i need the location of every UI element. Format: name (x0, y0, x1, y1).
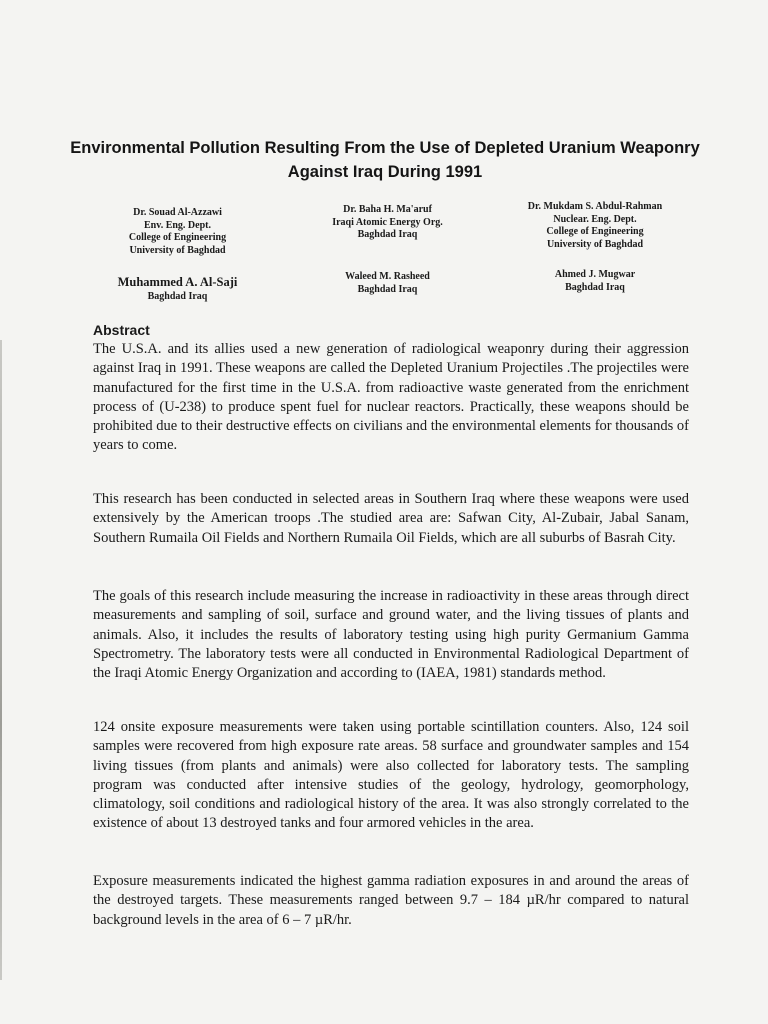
author-name: Dr. Baha H. Ma'aruf (343, 204, 432, 215)
author-block-5 (300, 270, 475, 296)
author-name: Muhammed A. Al-Saji (117, 275, 238, 289)
abstract-paragraph-2: This research has been conducted in selected areas in Southern Iraq where these weapons were used extensively by the American troops .The studied area are: Safwan City, Al-Zubair, Jabal Sanam, Southern Rumaila Oil Fields and Northern Rumaila Oil Fields, which are all suburbs of Basrah City. (93, 491, 689, 546)
author-org: Iraqi Atomic Energy Org. (332, 216, 443, 228)
author-block-4 (100, 274, 255, 303)
paper-title: Environmental Pollution Resulting From the Use of Depleted Uranium Weaponry Against Iraq During 1991 (70, 139, 700, 181)
abstract-heading: Abstract (93, 322, 150, 338)
author-block-6 (505, 268, 685, 294)
author-university: University of Baghdad (129, 244, 226, 256)
scan-edge-shadow (0, 340, 2, 980)
abstract-paragraph-3: The goals of this research include measuring the increase in radioactivity in these areas through direct measurements and sampling of soil, surface and ground water, and the living tissues of plants and animals. Also, it includes the results of laboratory testing using high purity Germanium Gamma Spectrometry. The laboratory tests were all conducted in Environmental Radiological Department of the Iraqi Atomic Energy Organization and according to (IAEA, 1981) standards method. (93, 588, 689, 682)
author-name: Dr. Souad Al-Azzawi (133, 207, 222, 218)
abstract-paragraph-5: Exposure measurements indicated the highest gamma radiation exposures in and around the areas of the destroyed targets. These measurements ranged between 9.7 – 184 µR/hr compared to natural background levels in the area of 6 – 7 µR/hr. (93, 873, 689, 928)
author-location: Baghdad Iraq (147, 291, 208, 302)
author-location: Baghdad Iraq (357, 284, 418, 295)
abstract-paragraph-4: 124 onsite exposure measurements were taken using portable scintillation counters. Also, 124 soil samples were recovered from high exposure rate areas. 58 surface and groundwater samples and 154 living tissues (from plants and animals) were also collected for laboratory tests. The sampling program was conducted after intensive studies of the geology, hydrology, geomorphology, climatology, soil conditions and radiological history of the area. It was also strongly correlated to the existence of about 13 destroyed tanks and four armored vehicles in the area. (93, 719, 689, 832)
author-college: College of Engineering (546, 226, 644, 237)
author-block-3 (505, 201, 685, 251)
author-name: Dr. Mukdam S. Abdul-Rahman (527, 201, 663, 212)
author-college: College of Engineering (128, 232, 227, 243)
author-name: Waleed M. Rasheed (345, 271, 430, 282)
author-block-1 (100, 207, 255, 257)
author-block-2 (300, 204, 475, 242)
author-location: Baghdad Iraq (357, 229, 418, 240)
author-university: University of Baghdad (546, 238, 644, 250)
author-location: Baghdad Iraq (565, 282, 625, 293)
author-name: Ahmed J. Mugwar (554, 269, 636, 280)
author-dept: Env. Eng. Dept. (144, 219, 211, 231)
abstract-paragraph-1: The U.S.A. and its allies used a new generation of radiological weaponry during their aggression against Iraq in 1991. These weapons are called the Depleted Uranium Projectiles .The projectiles were manufactured for the first time in the U.S.A. from radioactive waste generated from the enrichment process of (U-238) to produce spent fuel for nuclear reactors. Practically, these weapons should be prohibited due to their destructive effects on civilians and the environmental elements for thousands of years to come. (93, 341, 689, 454)
author-dept: Nuclear. Eng. Dept. (553, 213, 637, 225)
